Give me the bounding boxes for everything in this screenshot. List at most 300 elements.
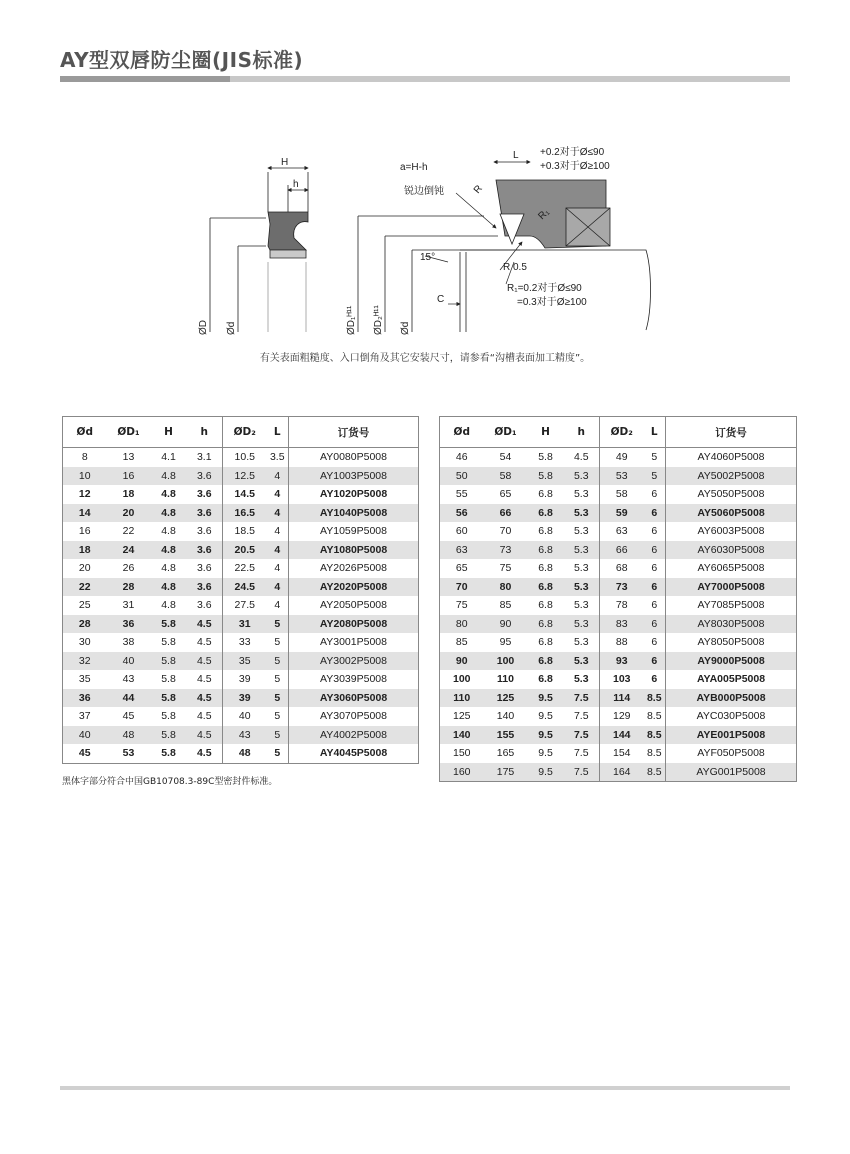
- table-cell: 140: [440, 726, 484, 745]
- table-cell: 114: [600, 689, 644, 708]
- table-cell: 4.5: [187, 689, 223, 708]
- table-row: [440, 726, 797, 745]
- table-cell: 36: [63, 689, 107, 708]
- table-cell: 4.8: [161, 562, 176, 575]
- table-row: [440, 448, 797, 467]
- seal-cross-section-diagram: [190, 140, 660, 345]
- table-cell: 4: [267, 504, 289, 523]
- table-cell: 20.5: [223, 541, 267, 560]
- table-cell: AY3039P5008: [289, 670, 419, 689]
- table-cell: 16.5: [223, 504, 267, 523]
- column-header: ØD₁: [107, 417, 151, 448]
- table-row: [440, 744, 797, 763]
- table-cell: 4.5: [196, 636, 212, 649]
- table-cell: 56: [440, 504, 484, 523]
- table-cell: 3.5: [269, 451, 285, 464]
- table-cell: 9.5: [538, 747, 553, 760]
- table-cell: 28: [63, 615, 107, 634]
- table-cell: 144: [600, 726, 644, 745]
- table-cell: 154: [600, 744, 644, 763]
- table-cell: 4.8: [161, 599, 176, 612]
- table-cell: 25: [78, 599, 91, 612]
- table-cell: 59: [600, 504, 644, 523]
- table-cell: 28: [107, 578, 151, 597]
- table-cell: 58: [484, 467, 528, 486]
- table-cell: 4.8: [161, 525, 176, 538]
- table-cell: 5.3: [564, 652, 600, 671]
- table-cell: AY1003P5008: [289, 467, 419, 486]
- table-cell: 7.5: [564, 726, 600, 745]
- table-cell: AY2020P5008: [289, 578, 419, 597]
- page-title: AY型双唇防尘圈(JIS标准): [60, 48, 304, 72]
- table-cell: AY4045P5008: [289, 744, 419, 763]
- table-cell: 4.8: [151, 541, 187, 560]
- table-cell: 5: [274, 636, 281, 649]
- table-cell: 46: [455, 451, 468, 464]
- table-row: [63, 559, 419, 578]
- table-cell: 6: [651, 636, 658, 649]
- table-cell: 5.3: [564, 467, 600, 486]
- label-R1-tolerance-1: R₁=0.2对于Ø≤90: [507, 283, 582, 294]
- table-cell: 4.5: [573, 451, 589, 464]
- table-row: [63, 744, 419, 763]
- table-row: [440, 485, 797, 504]
- table-cell: 100: [484, 652, 528, 671]
- table-cell: 5.3: [573, 488, 589, 501]
- column-header: ØD₂: [600, 417, 644, 448]
- table-cell: 155: [484, 726, 528, 745]
- label-OD: ØD: [198, 320, 209, 335]
- column-header: L: [644, 417, 666, 448]
- table-cell: 6.8: [528, 652, 564, 671]
- table-cell: 40: [107, 652, 151, 671]
- table-cell: 125: [484, 689, 528, 708]
- table-cell: 66: [484, 504, 528, 523]
- table-row: [440, 578, 797, 597]
- table-cell: 20: [78, 562, 91, 575]
- table-cell: 85: [455, 636, 468, 649]
- table-cell: 85: [499, 599, 512, 612]
- table-cell: AY3001P5008: [289, 633, 419, 652]
- table-cell: 5.8: [151, 689, 187, 708]
- table-cell: 4.8: [151, 504, 187, 523]
- table-cell: 6: [644, 578, 666, 597]
- table-cell: 5.3: [573, 599, 589, 612]
- table-cell: 3.1: [196, 451, 212, 464]
- column-header: H: [528, 417, 564, 448]
- column-header: Ød: [440, 417, 484, 448]
- table-cell: 110: [497, 673, 514, 686]
- table-header-row: [440, 417, 797, 448]
- table-cell: 75: [499, 562, 512, 575]
- table-cell: 43: [223, 726, 267, 745]
- table-cell: AYE001P5008: [666, 726, 797, 745]
- table-cell: AYG001P5008: [666, 763, 797, 782]
- table-cell: 5: [267, 615, 289, 634]
- label-H: H: [281, 157, 289, 168]
- table-cell: 31: [122, 599, 135, 612]
- table-cell: 58: [600, 485, 644, 504]
- label-R: R: [471, 183, 485, 196]
- table-row: [63, 689, 419, 708]
- column-header: 订货号: [666, 417, 797, 448]
- table-cell: 5: [274, 673, 281, 686]
- table-cell: AY6030P5008: [666, 541, 797, 560]
- size-table-right: [439, 416, 797, 782]
- table-cell: 80: [484, 578, 528, 597]
- title-underline: [60, 76, 790, 82]
- table-row: [440, 615, 797, 634]
- table-cell: 10: [63, 467, 107, 486]
- table-cell: 12: [78, 488, 91, 501]
- table-cell: 5: [267, 689, 289, 708]
- table-cell: 5.3: [564, 504, 600, 523]
- table-cell: 31: [223, 615, 267, 634]
- table-cell: 10.5: [223, 448, 267, 467]
- column-header: Ød: [63, 417, 107, 448]
- table-cell: 3.6: [196, 525, 212, 538]
- table-cell: 36: [107, 615, 151, 634]
- table-row: [63, 670, 419, 689]
- housing-profile: [358, 180, 651, 332]
- table-row: [63, 615, 419, 634]
- table-cell: 12.5: [223, 467, 267, 486]
- table-row: [63, 504, 419, 523]
- table-cell: 70: [499, 525, 512, 538]
- table-row: [63, 726, 419, 745]
- table-cell: AYB000P5008: [666, 689, 797, 708]
- table-cell: 44: [107, 689, 151, 708]
- table-cell: 5.3: [573, 562, 589, 575]
- table-cell: 5.8: [151, 726, 187, 745]
- label-h: h: [293, 179, 299, 190]
- table-cell: 129: [600, 707, 644, 726]
- table-cell: 35: [223, 652, 267, 671]
- table-cell: 5.8: [161, 636, 176, 649]
- table-cell: 5.8: [151, 652, 187, 671]
- table-cell: AY2026P5008: [289, 559, 419, 578]
- table-cell: 5.8: [161, 747, 176, 760]
- table-cell: 5: [274, 747, 281, 760]
- table-cell: 24.5: [223, 578, 267, 597]
- table-cell: 7.5: [573, 747, 589, 760]
- table-cell: 6.8: [538, 525, 553, 538]
- table-cell: 5.3: [573, 673, 589, 686]
- table-row: [440, 707, 797, 726]
- table-cell: 8.5: [644, 689, 666, 708]
- label-tolerance-1: +0.2对于Ø≤90: [540, 147, 605, 158]
- label-d-right: Ød: [400, 321, 411, 335]
- table-cell: 4: [267, 467, 289, 486]
- table-row: [63, 652, 419, 671]
- table-cell: 5: [651, 451, 658, 464]
- table-cell: 4: [274, 488, 281, 501]
- table-cell: 6: [651, 488, 658, 501]
- table-cell: 4.5: [187, 652, 223, 671]
- table-cell: 6: [644, 504, 666, 523]
- table-row: [440, 652, 797, 671]
- table-cell: 4.5: [187, 615, 223, 634]
- table-cell: AY2050P5008: [289, 596, 419, 615]
- table-cell: 3.6: [196, 562, 212, 575]
- table-cell: 4: [274, 525, 281, 538]
- table-row: [440, 541, 797, 560]
- table-cell: 22: [63, 578, 107, 597]
- table-cell: 49: [600, 448, 644, 467]
- table-cell: 4.5: [196, 747, 212, 760]
- table-cell: 8.5: [644, 763, 666, 782]
- table-cell: 3.6: [196, 599, 212, 612]
- table-row: [63, 485, 419, 504]
- table-cell: 53: [600, 467, 644, 486]
- table-cell: 73: [600, 578, 644, 597]
- table-cell: 5.3: [564, 578, 600, 597]
- label-angle: 15°: [420, 252, 436, 263]
- table-cell: AY1040P5008: [289, 504, 419, 523]
- table-cell: 50: [440, 467, 484, 486]
- table-cell: 4.8: [161, 488, 176, 501]
- label-L: L: [513, 150, 519, 161]
- table-cell: 7.5: [564, 689, 600, 708]
- table-cell: 4: [267, 578, 289, 597]
- table-cell: 22.5: [223, 559, 267, 578]
- table-cell: 38: [122, 636, 135, 649]
- table-cell: 45: [122, 710, 135, 723]
- table-cell: 6.8: [528, 541, 564, 560]
- table-cell: 164: [600, 763, 644, 782]
- label-R05: R 0.5: [503, 262, 527, 273]
- label-d-left: Ød: [226, 321, 237, 335]
- table-cell: 3.6: [187, 467, 223, 486]
- table-cell: 20: [107, 504, 151, 523]
- column-header: L: [267, 417, 289, 448]
- table-cell: 6: [651, 525, 658, 538]
- table-cell: 4.8: [151, 578, 187, 597]
- column-header: h: [564, 417, 600, 448]
- table-cell: 5.8: [528, 467, 564, 486]
- table-cell: 8.5: [644, 726, 666, 745]
- table-cell: AYC030P5008: [666, 707, 797, 726]
- table-cell: 4.5: [196, 710, 212, 723]
- table-cell: 5.8: [161, 710, 176, 723]
- table-cell: 3.6: [196, 488, 212, 501]
- table-row: [440, 467, 797, 486]
- table-cell: AY9000P5008: [666, 652, 797, 671]
- table-cell: 48: [107, 726, 151, 745]
- table-cell: AYF050P5008: [666, 744, 797, 763]
- table-cell: AY8050P5008: [666, 633, 797, 652]
- table-cell: 5.8: [151, 615, 187, 634]
- table-cell: 54: [499, 451, 512, 464]
- table-cell: 83: [600, 615, 644, 634]
- table-cell: 4.8: [151, 467, 187, 486]
- table-cell: 4: [267, 541, 289, 560]
- table-cell: 66: [600, 541, 644, 560]
- table-cell: 6: [651, 562, 658, 575]
- table-cell: 33: [223, 633, 267, 652]
- table-cell: AY2080P5008: [289, 615, 419, 634]
- table-cell: 68: [600, 559, 644, 578]
- table-row: [440, 522, 797, 541]
- label-sharp-edge: 锐边倒钝: [404, 186, 444, 197]
- table-cell: 5: [267, 726, 289, 745]
- table-cell: 75: [455, 599, 468, 612]
- table-cell: 3.6: [187, 541, 223, 560]
- diagram-caption: 有关表面粗糙度、入口倒角及其它安装尺寸，请参看“沟槽表面加工精度”。: [259, 353, 591, 364]
- table-row: [440, 559, 797, 578]
- table-cell: 53: [122, 747, 135, 760]
- table-cell: 4.1: [161, 451, 176, 464]
- table-cell: 5.8: [161, 673, 176, 686]
- table-row: [63, 596, 419, 615]
- table-cell: 63: [600, 522, 644, 541]
- table-cell: 160: [440, 763, 484, 782]
- table-cell: 39: [223, 689, 267, 708]
- table-row: [440, 596, 797, 615]
- table-cell: 6: [644, 652, 666, 671]
- table-cell: 5.3: [573, 525, 589, 538]
- label-OD1: ØD₁ᴴ¹¹: [346, 305, 357, 335]
- table-cell: 88: [600, 633, 644, 652]
- table-cell: 39: [223, 670, 267, 689]
- table-cell: AY3060P5008: [289, 689, 419, 708]
- column-header: h: [187, 417, 223, 448]
- table-cell: AY0080P5008: [289, 448, 419, 467]
- table-cell: 70: [440, 578, 484, 597]
- table-cell: 78: [600, 596, 644, 615]
- table-cell: 65: [455, 562, 468, 575]
- table-cell: 22: [122, 525, 135, 538]
- table-cell: 6: [651, 599, 658, 612]
- table-cell: 8: [81, 451, 88, 464]
- table-cell: AY6003P5008: [666, 522, 797, 541]
- table-cell: AY7000P5008: [666, 578, 797, 597]
- table-cell: 18: [63, 541, 107, 560]
- table-cell: 40: [63, 726, 107, 745]
- table-cell: AY8030P5008: [666, 615, 797, 634]
- table-cell: 5.8: [538, 451, 553, 464]
- table-cell: 5.3: [564, 615, 600, 634]
- table-cell: AY5060P5008: [666, 504, 797, 523]
- table-cell: 6.8: [528, 504, 564, 523]
- table-cell: 60: [455, 525, 468, 538]
- table-cell: 7.5: [573, 710, 589, 723]
- table-cell: AY3002P5008: [289, 652, 419, 671]
- table-row: [63, 541, 419, 560]
- table-cell: 55: [455, 488, 468, 501]
- table-cell: 32: [63, 652, 107, 671]
- table-cell: 140: [496, 710, 515, 723]
- table-row: [440, 689, 797, 708]
- table-cell: 9.5: [528, 763, 564, 782]
- table-cell: 65: [499, 488, 512, 501]
- table-cell: 6.8: [538, 599, 553, 612]
- label-OD2: ØD₂ᴴ¹¹: [373, 305, 384, 335]
- table-cell: 6: [644, 615, 666, 634]
- table-cell: AY4002P5008: [289, 726, 419, 745]
- table-row: [440, 633, 797, 652]
- table-cell: 3.6: [187, 504, 223, 523]
- table-cell: 13: [122, 451, 135, 464]
- table-cell: 45: [78, 747, 91, 760]
- table-cell: 3.6: [187, 578, 223, 597]
- table-cell: 6.8: [538, 636, 553, 649]
- table-cell: 40: [223, 707, 267, 726]
- table-cell: 4: [274, 599, 281, 612]
- table-cell: 26: [122, 562, 135, 575]
- table-row: [63, 467, 419, 486]
- table-cell: 27.5: [223, 596, 267, 615]
- table-cell: 18.5: [223, 522, 267, 541]
- table-cell: 14: [63, 504, 107, 523]
- label-C: C: [437, 294, 445, 305]
- label-R1: R₁: [536, 206, 552, 223]
- table-cell: AY6065P5008: [666, 559, 797, 578]
- table-cell: 6.8: [538, 673, 553, 686]
- table-row: [440, 763, 797, 782]
- table-cell: 8.5: [646, 747, 662, 760]
- table-cell: 9.5: [538, 710, 553, 723]
- table-cell: 43: [122, 673, 135, 686]
- table-cell: 5.3: [564, 541, 600, 560]
- table-cell: 16: [78, 525, 91, 538]
- table-cell: 48: [223, 744, 267, 763]
- table-cell: 35: [78, 673, 91, 686]
- table-cell: 4: [274, 562, 281, 575]
- label-tolerance-2: +0.3对于Ø≥100: [540, 161, 610, 172]
- table-cell: AY1080P5008: [289, 541, 419, 560]
- table-cell: 110: [440, 689, 484, 708]
- table-header-row: [63, 417, 419, 448]
- column-header: H: [151, 417, 187, 448]
- seal-profile: [210, 172, 308, 332]
- table-cell: 165: [496, 747, 515, 760]
- table-cell: 5: [274, 710, 281, 723]
- table-cell: AY1020P5008: [289, 485, 419, 504]
- table-row: [63, 448, 419, 467]
- table-cell: 73: [484, 541, 528, 560]
- table-cell: 8.5: [646, 710, 662, 723]
- table-row: [440, 504, 797, 523]
- table-row: [63, 522, 419, 541]
- column-header: 订货号: [289, 417, 419, 448]
- table-cell: AYA005P5008: [666, 670, 797, 689]
- table-cell: 90: [484, 615, 528, 634]
- table-cell: 24: [107, 541, 151, 560]
- table-cell: 95: [499, 636, 512, 649]
- label-a-formula: a=H-h: [400, 162, 428, 173]
- table-cell: 125: [452, 710, 471, 723]
- table-cell: 6: [644, 541, 666, 560]
- table-row: [63, 633, 419, 652]
- table-cell: 63: [440, 541, 484, 560]
- table-cell: 103: [600, 670, 644, 689]
- size-table-left: [62, 416, 419, 764]
- table-cell: AY5002P5008: [666, 467, 797, 486]
- table-cell: 4.5: [196, 673, 212, 686]
- column-header: ØD₂: [223, 417, 267, 448]
- table-cell: AY4060P5008: [666, 448, 797, 467]
- table-cell: 175: [484, 763, 528, 782]
- table-cell: AY3070P5008: [289, 707, 419, 726]
- table-cell: 6: [651, 673, 658, 686]
- column-header: ØD₁: [484, 417, 528, 448]
- table-cell: 9.5: [528, 689, 564, 708]
- table-cell: 80: [440, 615, 484, 634]
- table-cell: 18: [122, 488, 135, 501]
- label-R1-tolerance-2: =0.3对于Ø≥100: [517, 297, 587, 308]
- table-cell: 93: [600, 652, 644, 671]
